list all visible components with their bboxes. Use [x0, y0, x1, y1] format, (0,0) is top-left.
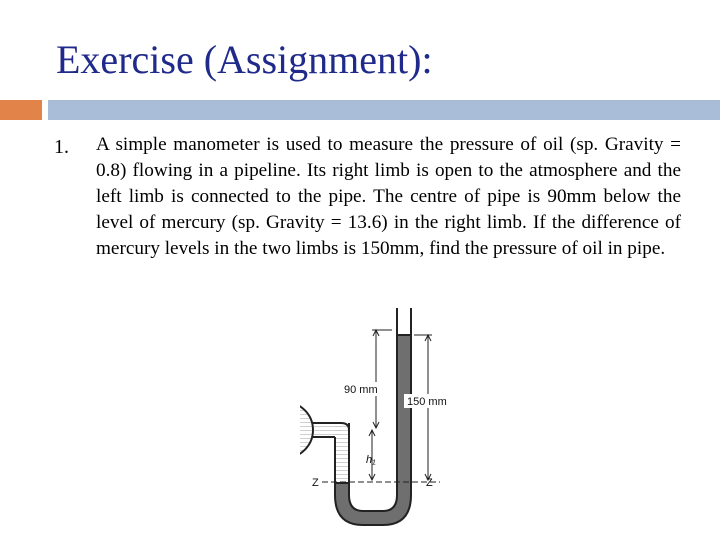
- left-limb: [335, 423, 349, 490]
- label-z-right: Z: [426, 477, 433, 489]
- exercise-number: 1.: [54, 136, 69, 158]
- pipe-circle: [300, 402, 313, 458]
- dimension-90mm: [340, 330, 392, 428]
- title-accent-bar-right: [48, 100, 720, 120]
- title-accent-bar-left: [0, 100, 42, 120]
- label-z-left: Z: [312, 477, 319, 489]
- datum-z-z: [312, 477, 440, 489]
- label-h1: h₁: [366, 454, 376, 466]
- label-150mm: 150 mm: [407, 396, 447, 408]
- dimension-h1: [366, 430, 376, 480]
- manometer-diagram: [300, 290, 470, 535]
- page-title: Exercise (Assignment):: [56, 37, 433, 82]
- right-limb: [397, 308, 411, 335]
- exercise-text: A simple manometer is used to measure the pressure of oil (sp. Gravity = 0.8) flowing in a pipeline. Its right limb is open to the atmosphere and the left limb is connected to the pipe. The centre of pipe is 90mm below the level of mercury (sp. Gravity = 13.6) in the right limb. If the difference of mercury levels in the two limbs is 150mm, find the pressure of oil in pipe.: [96, 134, 681, 259]
- label-90mm: 90 mm: [344, 384, 378, 396]
